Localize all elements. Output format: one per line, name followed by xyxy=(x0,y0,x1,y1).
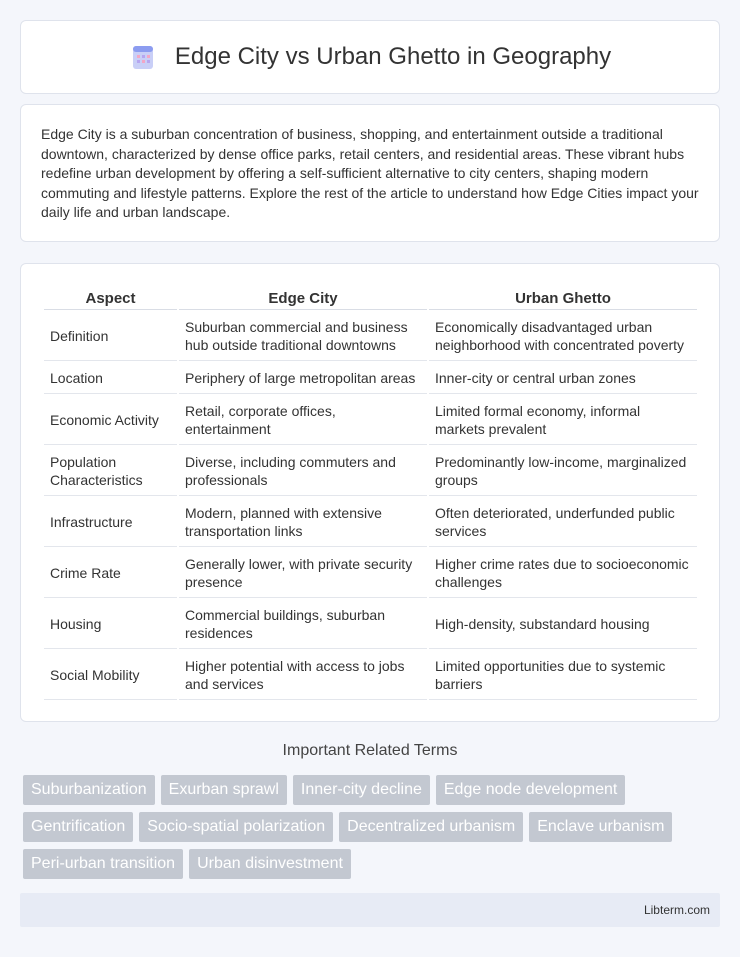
row-urban-ghetto: Economically disadvantaged urban neighborhood with concentrated poverty xyxy=(429,312,697,361)
table-row xyxy=(44,312,697,361)
related-term-tag[interactable]: Gentrification xyxy=(23,812,133,842)
row-edge-city: Modern, planned with extensive transportation links xyxy=(179,498,427,547)
row-urban-ghetto: Limited opportunities due to systemic barriers xyxy=(429,651,697,700)
row-edge-city: Periphery of large metropolitan areas xyxy=(179,363,427,394)
related-term-tag[interactable]: Inner-city decline xyxy=(293,775,430,805)
row-aspect: Definition xyxy=(44,312,177,361)
comparison-table-card xyxy=(20,263,720,722)
intro-card xyxy=(20,104,720,242)
footer xyxy=(20,893,720,927)
document-icon xyxy=(129,43,157,71)
row-aspect: Location xyxy=(44,363,177,394)
row-urban-ghetto: Often deteriorated, underfunded public services xyxy=(429,498,697,547)
column-header-urban-ghetto: Urban Ghetto xyxy=(429,286,697,310)
related-term-tag[interactable]: Suburbanization xyxy=(23,775,155,805)
row-edge-city: Commercial buildings, suburban residences xyxy=(179,600,427,649)
table-row xyxy=(44,447,697,496)
row-edge-city: Higher potential with access to jobs and services xyxy=(179,651,427,700)
table-row xyxy=(44,600,697,649)
footer-site-link[interactable]: Libterm.com xyxy=(643,903,710,917)
related-term-tag[interactable]: Peri-urban transition xyxy=(23,849,183,879)
comparison-table xyxy=(42,284,699,702)
table-row xyxy=(44,549,697,598)
related-terms-title: Important Related Terms xyxy=(282,742,458,759)
row-aspect: Housing xyxy=(44,600,177,649)
related-term-tag[interactable]: Edge node development xyxy=(436,775,625,805)
row-aspect: Economic Activity xyxy=(44,396,177,445)
related-term-tag[interactable]: Urban disinvestment xyxy=(189,849,351,879)
row-aspect: Social Mobility xyxy=(44,651,177,700)
row-urban-ghetto: Higher crime rates due to socioeconomic challenges xyxy=(429,549,697,598)
row-edge-city: Retail, corporate offices, entertainment xyxy=(179,396,427,445)
page-title: Edge City vs Urban Ghetto in Geography xyxy=(174,43,612,70)
column-header-aspect: Aspect xyxy=(44,286,177,310)
row-urban-ghetto: High-density, substandard housing xyxy=(429,600,697,649)
table-row xyxy=(44,396,697,445)
title-wrap xyxy=(129,43,611,71)
table-header-row xyxy=(44,286,697,310)
column-header-edge-city: Edge City xyxy=(179,286,427,310)
row-urban-ghetto: Inner-city or central urban zones xyxy=(429,363,697,394)
table-row xyxy=(44,363,697,394)
row-edge-city: Diverse, including commuters and professionals xyxy=(179,447,427,496)
related-term-tag[interactable]: Decentralized urbanism xyxy=(339,812,523,842)
table-row xyxy=(44,651,697,700)
row-aspect: Crime Rate xyxy=(44,549,177,598)
intro-paragraph: Edge City is a suburban concentration of business, shopping, and entertainment outside a traditional downtown, characterized by dense office parks, retail centers, and residential areas. These vibrant hubs redefine urban development by offering a self-sufficient alternative to city centers, shaping modern commuting and lifestyle patterns. Explore the rest of the article to understand how Edge Cities impact your daily life and urban landscape. xyxy=(41,126,699,220)
related-term-tag[interactable]: Socio-spatial polarization xyxy=(139,812,333,842)
row-edge-city: Generally lower, with private security presence xyxy=(179,549,427,598)
row-edge-city: Suburban commercial and business hub outside traditional downtowns xyxy=(179,312,427,361)
row-aspect: Infrastructure xyxy=(44,498,177,547)
row-aspect: Population Characteristics xyxy=(44,447,177,496)
header-card xyxy=(20,20,720,94)
related-term-tag[interactable]: Exurban sprawl xyxy=(161,775,287,805)
related-term-tag[interactable]: Enclave urbanism xyxy=(529,812,672,842)
row-urban-ghetto: Predominantly low-income, marginalized groups xyxy=(429,447,697,496)
related-terms-list xyxy=(23,775,723,879)
table-row xyxy=(44,498,697,547)
row-urban-ghetto: Limited formal economy, informal markets prevalent xyxy=(429,396,697,445)
